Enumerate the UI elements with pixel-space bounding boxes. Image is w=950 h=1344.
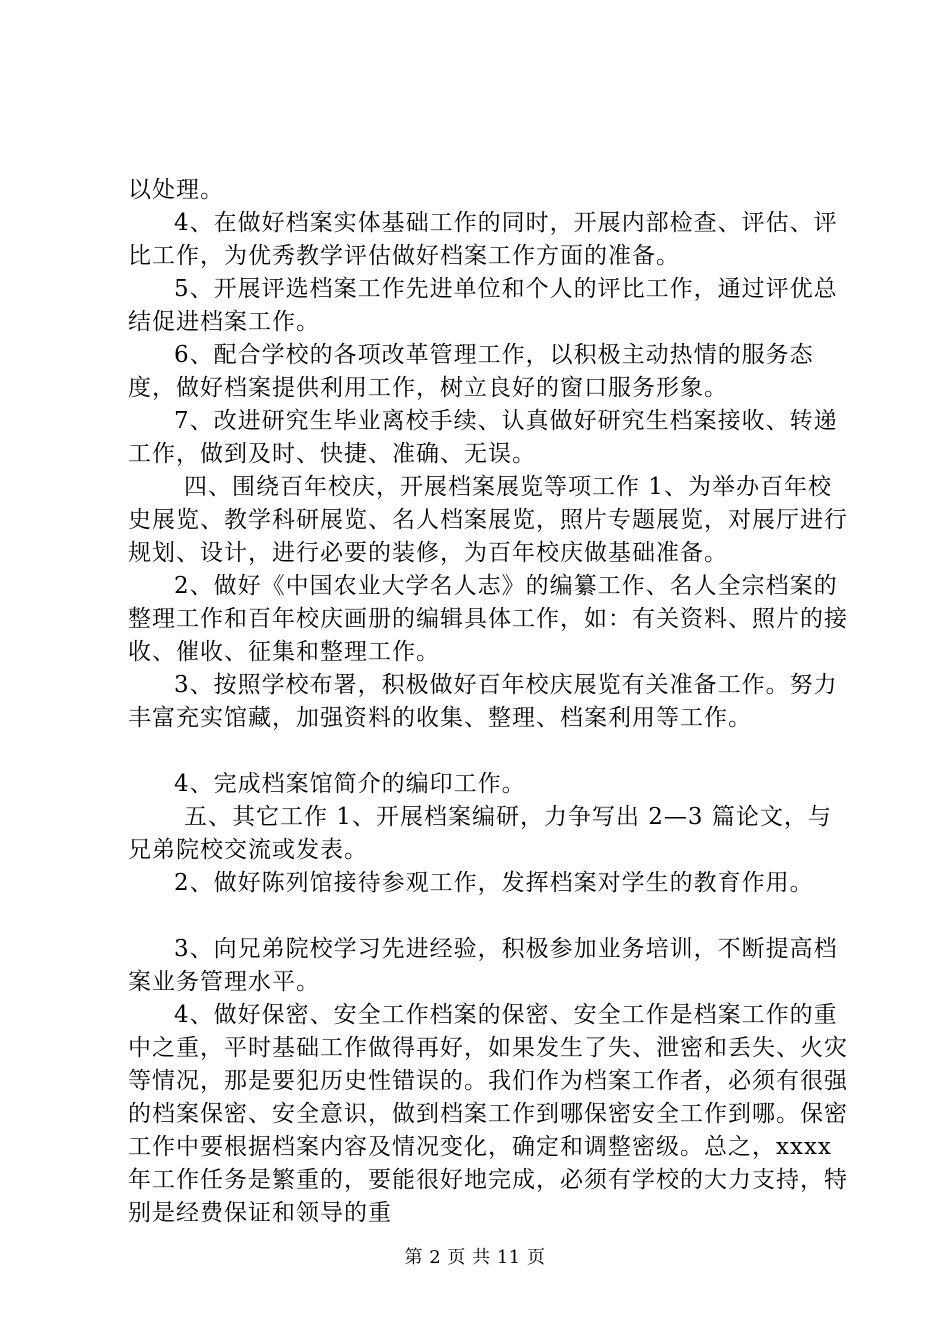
page-number-footer: 第 2 页 共 11 页 xyxy=(404,1247,546,1268)
paragraph-item-5-selection: 5、开展评选档案工作先进单位和个人的评比工作，通过评优总结促进档案工作。 xyxy=(128,276,838,335)
paragraph-section-5-other-work: 五、其它工作 1、开展档案编研，力争写出 2—3 篇论文，与兄弟院校交流或发表。 xyxy=(128,804,832,863)
paragraph-continuation: 以处理。 xyxy=(128,177,224,203)
paragraph-section-4-centennial: 四、围绕百年校庆，开展档案展览等项工作 1、为举办百年校史展览、教学科研展览、名人档案展览，照片专题展览，对展厅进行规划、设计，进行必要的装修，为百年校庆做基础准备。 xyxy=(128,474,848,566)
body-text xyxy=(128,174,850,1230)
paragraph-item-6-reform: 6、配合学校的各项改革管理工作，以积极主动热情的服务态度，做好档案提供利用工作，树立良好的窗口服务形象。 xyxy=(128,342,814,401)
paragraph-item-7-graduate-files: 7、改进研究生毕业离校手续、认真做好研究生档案接收、转递工作，做到及时、快捷、准确、无误。 xyxy=(128,408,838,467)
paragraph-item-4-security: 4、做好保密、安全工作档案的保密、安全工作是档案工作的重中之重，平时基础工作做得再好，如果发生了失、泄密和丢失、火灾等情况，那是要犯历史性错误的。我们作为档案工作者，必须有很强的档案保密、安全意识，做到档案工作到哪保密安全工作到哪。保密工作中要根据档案内容及情况变化，确定和调整密级。总之，xxxx 年工作任务是繁重的，要能很好地完成，必须有学校的大力支持，特别是经费保证和领导的重 xyxy=(128,1002,848,1226)
paragraph-item-3-exhibition-prep: 3、按照学校布署，积极做好百年校庆展览有关准备工作。努力丰富充实馆藏，加强资料的收集、整理、档案利用等工作。 xyxy=(128,672,838,731)
paragraph-item-2-exhibition-reception: 2、做好陈列馆接待参观工作，发挥档案对学生的教育作用。 xyxy=(174,870,814,896)
paragraph-item-3-training: 3、向兄弟院校学习先进经验，积极参加业务培训，不断提高档案业务管理水平。 xyxy=(128,936,838,995)
paragraph-item-4-brochure: 4、完成档案馆简介的编印工作。 xyxy=(174,771,526,797)
paragraph-item-2-famous-people: 2、做好《中国农业大学名人志》的编纂工作、名人全宗档案的整理工作和百年校庆画册的编辑具体工作，如：有关资料、照片的接收、催收、征集和整理工作。 xyxy=(128,573,848,665)
paragraph-item-4-internal-review: 4、在做好档案实体基础工作的同时，开展内部检查、评估、评比工作，为优秀教学评估做好档案工作方面的准备。 xyxy=(128,210,838,269)
